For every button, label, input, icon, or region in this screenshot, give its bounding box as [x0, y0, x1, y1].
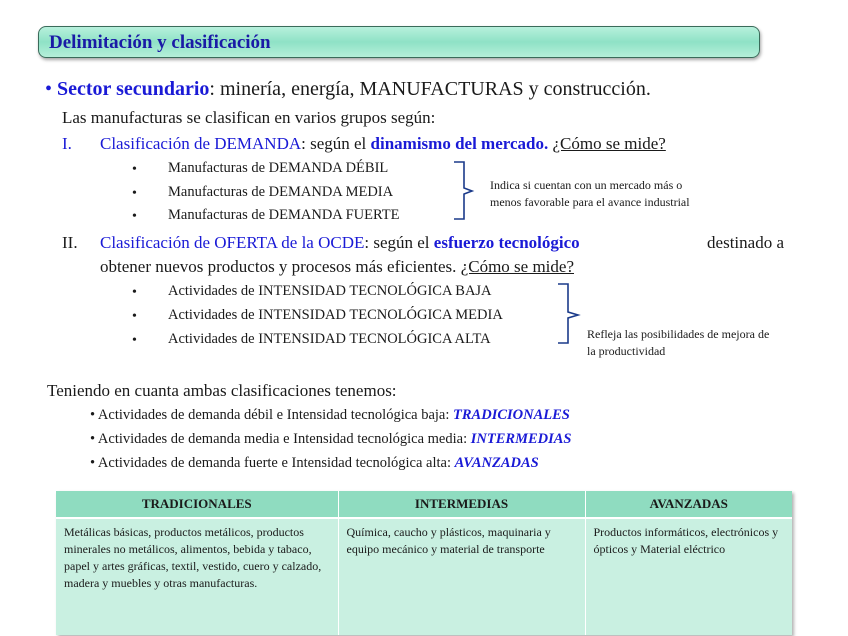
supply-bullet-2: •	[132, 309, 137, 324]
demand-numeral: I.	[62, 134, 72, 153]
demand-note-line-1: Indica si cuentan con un mercado más o	[490, 178, 683, 192]
supply-bullet-3: •	[132, 333, 137, 348]
sector-line	[45, 78, 651, 101]
table-header-row	[56, 491, 792, 518]
demand-line	[100, 134, 666, 154]
supply-item-1: Actividades de INTENSIDAD TECNOLÓGICA BAJA	[168, 283, 492, 299]
supply-line-1	[100, 233, 784, 253]
demand-heading	[62, 134, 72, 154]
combined-item-3-text: Actividades de demanda fuerte e Intensidad tecnológica alta:	[97, 455, 455, 471]
table-header-cell: AVANZADAS	[585, 491, 792, 518]
supply-bullet-1: •	[132, 285, 137, 300]
sector-bullet: •	[45, 78, 53, 100]
demand-note-line-2: menos favorable para el avance industrial	[490, 195, 690, 209]
table-cell: Química, caucho y plásticos, maquinaria y equipo mecánico y material de transporte	[338, 518, 585, 635]
table-cell: Productos informáticos, electrónicos y ópticos y Material eléctrico	[585, 518, 792, 635]
combined-item-3: • Actividades de demanda fuerte e Intensidad tecnológica alta: AVANZADAS	[90, 455, 539, 471]
supply-tail: destinado a	[707, 233, 784, 252]
demand-middle: : según el	[301, 134, 371, 153]
supply-note-line-1: Refleja las posibilidades de mejora de	[587, 327, 770, 341]
supply-emph: esfuerzo tecnológico	[433, 233, 580, 252]
demand-bullet-1: •	[132, 162, 137, 177]
combined-item-2-label: INTERMEDIAS	[470, 431, 572, 447]
intro-text: Las manufacturas se clasifican en varios grupos según:	[62, 108, 436, 127]
table-cell: Metálicas básicas, productos metálicos, productos minerales no metálicos, alimentos, bebida y tabaco, papel y artes gráficas, textil, vestido, cuero y calzado, madera y muebles y otras manufacturas.	[56, 518, 338, 635]
supply-line-2	[100, 257, 574, 277]
demand-bullet-3: •	[132, 209, 137, 224]
supply-note-line-2: la productividad	[587, 344, 666, 358]
sector-rest: : minería, energía, MANUFACTURAS y construcción.	[209, 78, 651, 100]
combined-item-2-text: Actividades de demanda media e Intensidad tecnológica media:	[97, 431, 471, 447]
demand-item-1: Manufacturas de DEMANDA DÉBIL	[168, 160, 389, 176]
supply-middle: : según el	[364, 233, 434, 252]
demand-question-link[interactable]: ¿Cómo se mide?	[552, 134, 666, 153]
combined-item-3-label: AVANZADAS	[454, 455, 539, 471]
classification-table	[56, 491, 792, 635]
table-header-cell: TRADICIONALES	[56, 491, 338, 518]
supply-label: Clasificación de OFERTA de la OCDE	[100, 233, 365, 252]
demand-label: Clasificación de DEMANDA	[100, 134, 302, 153]
supply-item-3: Actividades de INTENSIDAD TECNOLÓGICA ALTA	[168, 331, 491, 347]
sector-label: Sector secundario	[57, 78, 210, 100]
demand-emph: dinamismo del mercado.	[370, 134, 549, 153]
combined-item-2: • Actividades de demanda media e Intensidad tecnológica media: INTERMEDIAS	[90, 431, 572, 447]
table-header-cell: INTERMEDIAS	[338, 491, 585, 518]
supply-line-2-text: obtener nuevos productos y procesos más eficientes.	[100, 257, 461, 276]
demand-item-2: Manufacturas de DEMANDA MEDIA	[168, 184, 394, 200]
demand-brace	[452, 160, 476, 222]
combined-heading: Teniendo en cuanta ambas clasificaciones tenemos:	[47, 381, 397, 400]
table-row	[56, 518, 792, 635]
demand-note	[490, 177, 690, 211]
combined-item-1: • Actividades de demanda débil e Intensidad tecnológica baja: TRADICIONALES	[90, 407, 570, 423]
combined-item-1-text: Actividades de demanda débil e Intensidad tecnológica baja:	[97, 407, 454, 423]
supply-numeral: II.	[62, 233, 78, 252]
supply-note	[587, 326, 769, 360]
supply-item-2: Actividades de INTENSIDAD TECNOLÓGICA MEDIA	[168, 307, 503, 323]
slide-title: Delimitación y clasificación	[49, 32, 271, 53]
title-banner	[38, 26, 760, 58]
demand-item-3: Manufacturas de DEMANDA FUERTE	[168, 207, 400, 223]
supply-brace	[556, 282, 582, 346]
combined-item-1-label: TRADICIONALES	[453, 407, 570, 423]
supply-question-link[interactable]: ¿Cómo se mide?	[460, 257, 574, 276]
demand-bullet-2: •	[132, 186, 137, 201]
